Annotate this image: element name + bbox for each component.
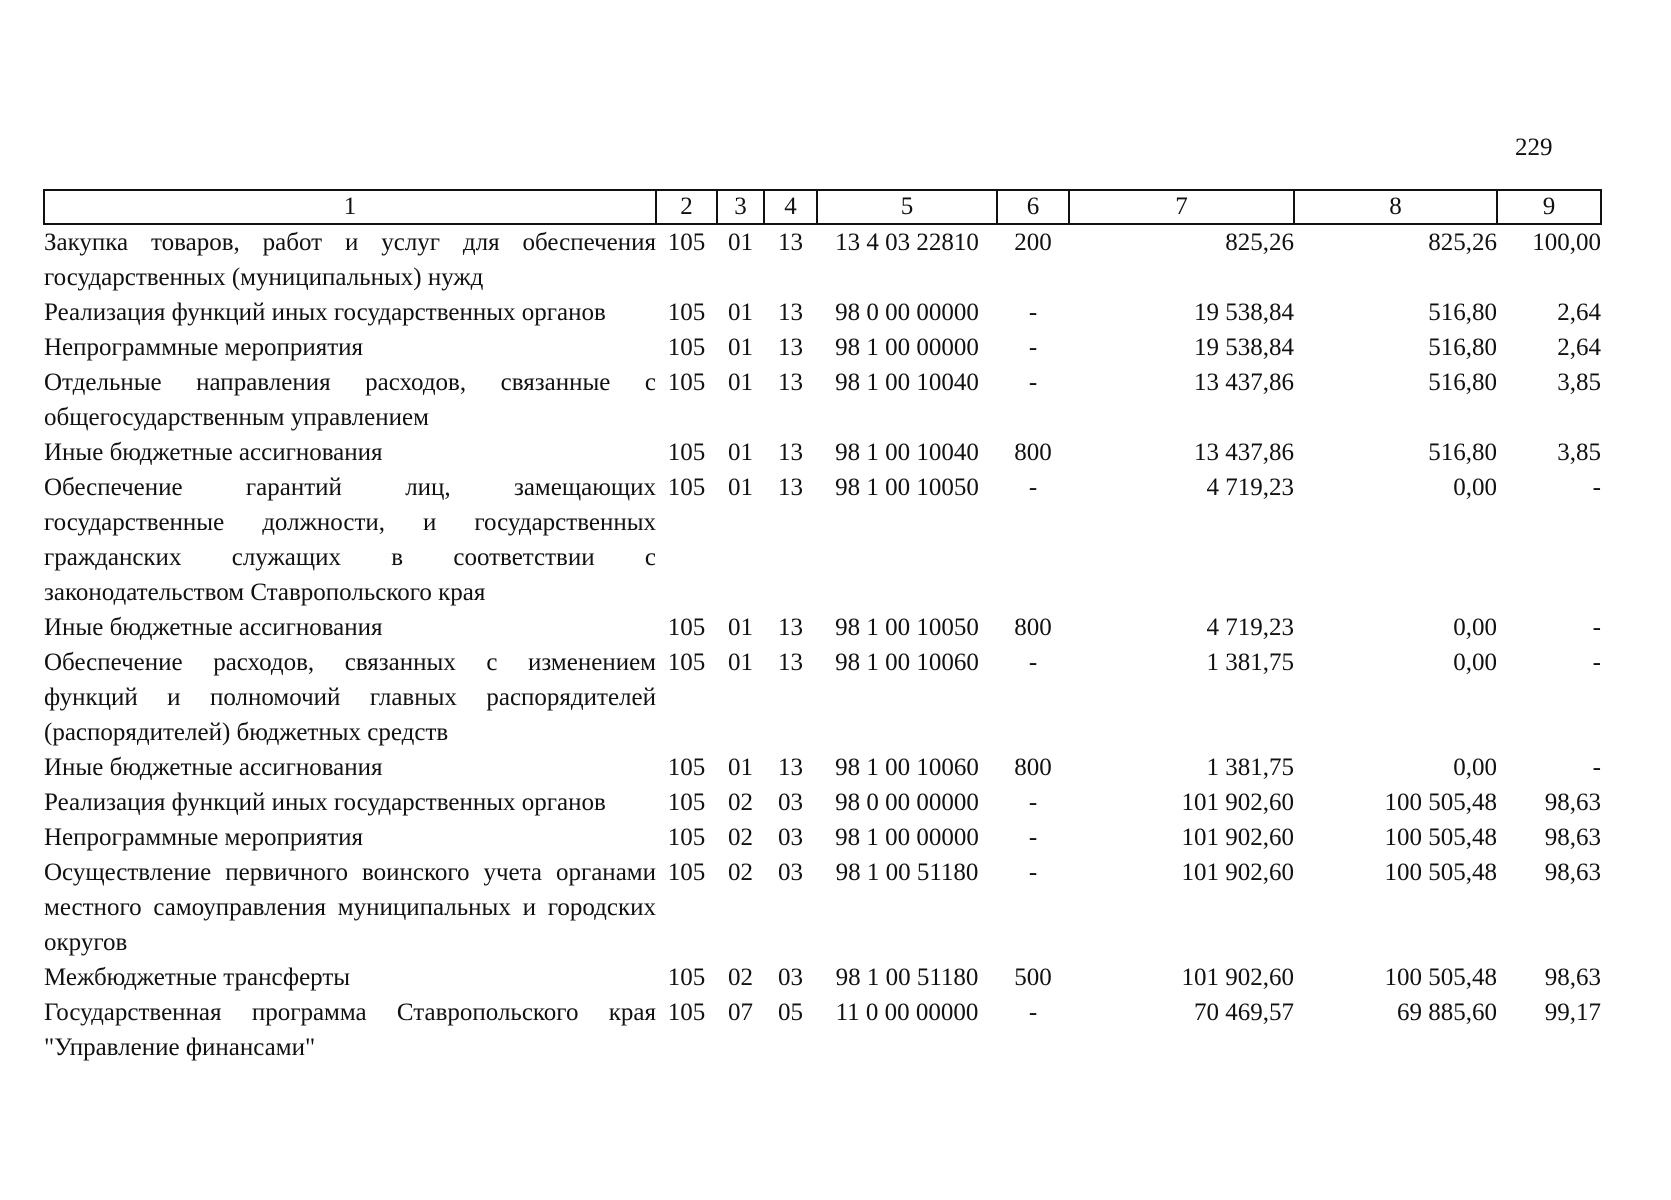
section-cell: 01 (728, 439, 753, 466)
section-cell: 01 (728, 369, 753, 396)
code-grbs-cell: 105 (667, 999, 706, 1026)
code-grbs-cell: 105 (667, 859, 706, 886)
actual-amount-cell: 825,26 (1428, 229, 1497, 256)
code-grbs-cell: 105 (667, 334, 706, 361)
row-name-cell: Иные бюджетные ассигнования (44, 439, 383, 466)
table-row (44, 470, 1601, 610)
expense-type-cell: - (1028, 299, 1038, 326)
row-name-cell: Реализация функций иных государственных органов (44, 789, 606, 816)
actual-amount-cell: 100 505,48 (1384, 789, 1497, 816)
actual-amount-cell: 516,80 (1428, 439, 1497, 466)
plan-amount-cell: 101 902,60 (1181, 859, 1294, 886)
target-article-cell: 98 1 00 10050 (835, 614, 979, 641)
table-row (44, 750, 1601, 785)
plan-amount-cell: 101 902,60 (1181, 964, 1294, 991)
row-name-cell: Государственная программа Ставропольского края "Управление финансами" (44, 999, 656, 1061)
percent-cell: 98,63 (1544, 964, 1601, 991)
row-name-cell: Обеспечение расходов, связанных с изменением функций и полномочий главных распорядителей (распорядителей) бюджетных средств (44, 649, 656, 746)
table-row (44, 295, 1601, 330)
subsection-cell: 03 (778, 824, 803, 851)
column-header: 4 (764, 190, 817, 224)
code-grbs-cell: 105 (667, 474, 706, 501)
column-header: 6 (997, 190, 1069, 224)
target-article-cell: 98 1 00 00000 (835, 824, 979, 851)
actual-amount-cell: 0,00 (1453, 474, 1497, 501)
table-row (44, 820, 1601, 855)
section-cell: 01 (728, 334, 753, 361)
plan-amount-cell: 19 538,84 (1194, 299, 1294, 326)
row-name-cell: Непрограммные мероприятия (44, 334, 364, 361)
target-article-cell: 13 4 03 22810 (835, 229, 979, 256)
target-article-cell: 11 0 00 00000 (835, 999, 979, 1026)
table-row (44, 224, 1601, 295)
section-cell: 01 (728, 649, 753, 676)
percent-cell: - (1592, 754, 1601, 781)
section-cell: 01 (728, 754, 753, 781)
row-name-cell: Межбюджетные трансферты (44, 964, 351, 991)
expense-type-cell: - (1028, 334, 1038, 361)
code-grbs-cell: 105 (667, 754, 706, 781)
row-name-cell: Осуществление первичного воинского учета органами местного самоуправления муниципальных и городских округов (44, 859, 656, 956)
row-name-cell: Отдельные направления расходов, связанные с общегосударственным управлением (44, 369, 656, 431)
row-name-cell: Иные бюджетные ассигнования (44, 754, 383, 781)
table-row (44, 960, 1601, 995)
subsection-cell: 13 (778, 334, 803, 361)
expense-type-cell: 800 (1014, 614, 1052, 641)
percent-cell: - (1592, 649, 1601, 676)
table-row (44, 855, 1601, 960)
subsection-cell: 13 (778, 299, 803, 326)
subsection-cell: 13 (778, 439, 803, 466)
code-grbs-cell: 105 (667, 964, 706, 991)
plan-amount-cell: 825,26 (1225, 229, 1294, 256)
actual-amount-cell: 0,00 (1453, 649, 1497, 676)
expense-type-cell: - (1028, 999, 1038, 1026)
code-grbs-cell: 105 (667, 439, 706, 466)
subsection-cell: 05 (778, 999, 803, 1026)
code-grbs-cell: 105 (667, 789, 706, 816)
target-article-cell: 98 1 00 51180 (835, 964, 979, 991)
section-cell: 01 (728, 229, 753, 256)
target-article-cell: 98 1 00 51180 (835, 859, 979, 886)
table-row (44, 435, 1601, 470)
plan-amount-cell: 4 719,23 (1206, 474, 1294, 501)
column-header: 1 (44, 190, 656, 224)
percent-cell: 2,64 (1557, 334, 1601, 361)
actual-amount-cell: 516,80 (1428, 334, 1497, 361)
column-header: 9 (1497, 190, 1601, 224)
section-cell: 07 (728, 999, 753, 1026)
code-grbs-cell: 105 (667, 299, 706, 326)
plan-amount-cell: 70 469,57 (1194, 999, 1294, 1026)
page-number: 229 (1515, 134, 1553, 161)
code-grbs-cell: 105 (667, 614, 706, 641)
table-row (44, 785, 1601, 820)
expense-type-cell: 200 (1014, 229, 1052, 256)
plan-amount-cell: 101 902,60 (1181, 789, 1294, 816)
target-article-cell: 98 1 00 10060 (835, 649, 979, 676)
percent-cell: 2,64 (1557, 299, 1601, 326)
subsection-cell: 13 (778, 754, 803, 781)
actual-amount-cell: 516,80 (1428, 299, 1497, 326)
column-header: 2 (656, 190, 717, 224)
expense-type-cell: 800 (1014, 439, 1052, 466)
budget-table (43, 189, 1602, 1065)
row-name-cell: Реализация функций иных государственных органов (44, 299, 606, 326)
column-header: 7 (1069, 190, 1294, 224)
target-article-cell: 98 1 00 10050 (835, 474, 979, 501)
column-header: 8 (1294, 190, 1497, 224)
row-name-cell: Закупка товаров, работ и услуг для обеспечения государственных (муниципальных) нужд (44, 229, 656, 291)
table-row (44, 365, 1601, 435)
plan-amount-cell: 13 437,86 (1194, 439, 1294, 466)
table-row (44, 645, 1601, 750)
expense-type-cell: - (1028, 824, 1038, 851)
column-header: 5 (817, 190, 997, 224)
actual-amount-cell: 100 505,48 (1384, 859, 1497, 886)
subsection-cell: 03 (778, 859, 803, 886)
row-name-cell: Обеспечение гарантий лиц, замещающих государственные должности, и государственных гражданских служащих в соответствии с законодательством Ставропольского края (44, 474, 656, 606)
actual-amount-cell: 0,00 (1453, 614, 1497, 641)
plan-amount-cell: 19 538,84 (1194, 334, 1294, 361)
table-row (44, 610, 1601, 645)
subsection-cell: 13 (778, 649, 803, 676)
subsection-cell: 03 (778, 964, 803, 991)
expense-type-cell: - (1028, 859, 1038, 886)
percent-cell: - (1592, 614, 1601, 641)
section-cell: 02 (728, 824, 753, 851)
section-cell: 01 (728, 474, 753, 501)
plan-amount-cell: 1 381,75 (1206, 754, 1294, 781)
code-grbs-cell: 105 (667, 369, 706, 396)
subsection-cell: 13 (778, 369, 803, 396)
target-article-cell: 98 1 00 10040 (835, 439, 979, 466)
section-cell: 01 (728, 299, 753, 326)
section-cell: 02 (728, 789, 753, 816)
actual-amount-cell: 516,80 (1428, 369, 1497, 396)
plan-amount-cell: 4 719,23 (1206, 614, 1294, 641)
column-header: 3 (717, 190, 764, 224)
section-cell: 02 (728, 859, 753, 886)
actual-amount-cell: 0,00 (1453, 754, 1497, 781)
expense-type-cell: - (1028, 649, 1038, 676)
actual-amount-cell: 100 505,48 (1384, 964, 1497, 991)
code-grbs-cell: 105 (667, 229, 706, 256)
percent-cell: 99,17 (1544, 999, 1601, 1026)
plan-amount-cell: 1 381,75 (1206, 649, 1294, 676)
section-cell: 02 (728, 964, 753, 991)
percent-cell: - (1592, 474, 1601, 501)
actual-amount-cell: 69 885,60 (1397, 999, 1497, 1026)
expense-type-cell: - (1028, 789, 1038, 816)
code-grbs-cell: 105 (667, 824, 706, 851)
expense-type-cell: 500 (1014, 964, 1052, 991)
percent-cell: 98,63 (1544, 824, 1601, 851)
section-cell: 01 (728, 614, 753, 641)
percent-cell: 3,85 (1557, 439, 1601, 466)
target-article-cell: 98 1 00 10060 (835, 754, 979, 781)
plan-amount-cell: 101 902,60 (1181, 824, 1294, 851)
percent-cell: 100,00 (1532, 229, 1601, 256)
percent-cell: 3,85 (1557, 369, 1601, 396)
plan-amount-cell: 13 437,86 (1194, 369, 1294, 396)
code-grbs-cell: 105 (667, 649, 706, 676)
subsection-cell: 13 (778, 474, 803, 501)
target-article-cell: 98 1 00 00000 (835, 334, 979, 361)
subsection-cell: 13 (778, 229, 803, 256)
actual-amount-cell: 100 505,48 (1384, 824, 1497, 851)
header-row (44, 190, 1601, 224)
table-row (44, 330, 1601, 365)
expense-type-cell: 800 (1014, 754, 1052, 781)
table-row (44, 995, 1601, 1065)
percent-cell: 98,63 (1544, 789, 1601, 816)
percent-cell: 98,63 (1544, 859, 1601, 886)
row-name-cell: Иные бюджетные ассигнования (44, 614, 383, 641)
subsection-cell: 03 (778, 789, 803, 816)
target-article-cell: 98 0 00 00000 (835, 789, 979, 816)
target-article-cell: 98 1 00 10040 (835, 369, 979, 396)
target-article-cell: 98 0 00 00000 (835, 299, 979, 326)
subsection-cell: 13 (778, 614, 803, 641)
expense-type-cell: - (1028, 369, 1038, 396)
expense-type-cell: - (1028, 474, 1038, 501)
row-name-cell: Непрограммные мероприятия (44, 824, 364, 851)
